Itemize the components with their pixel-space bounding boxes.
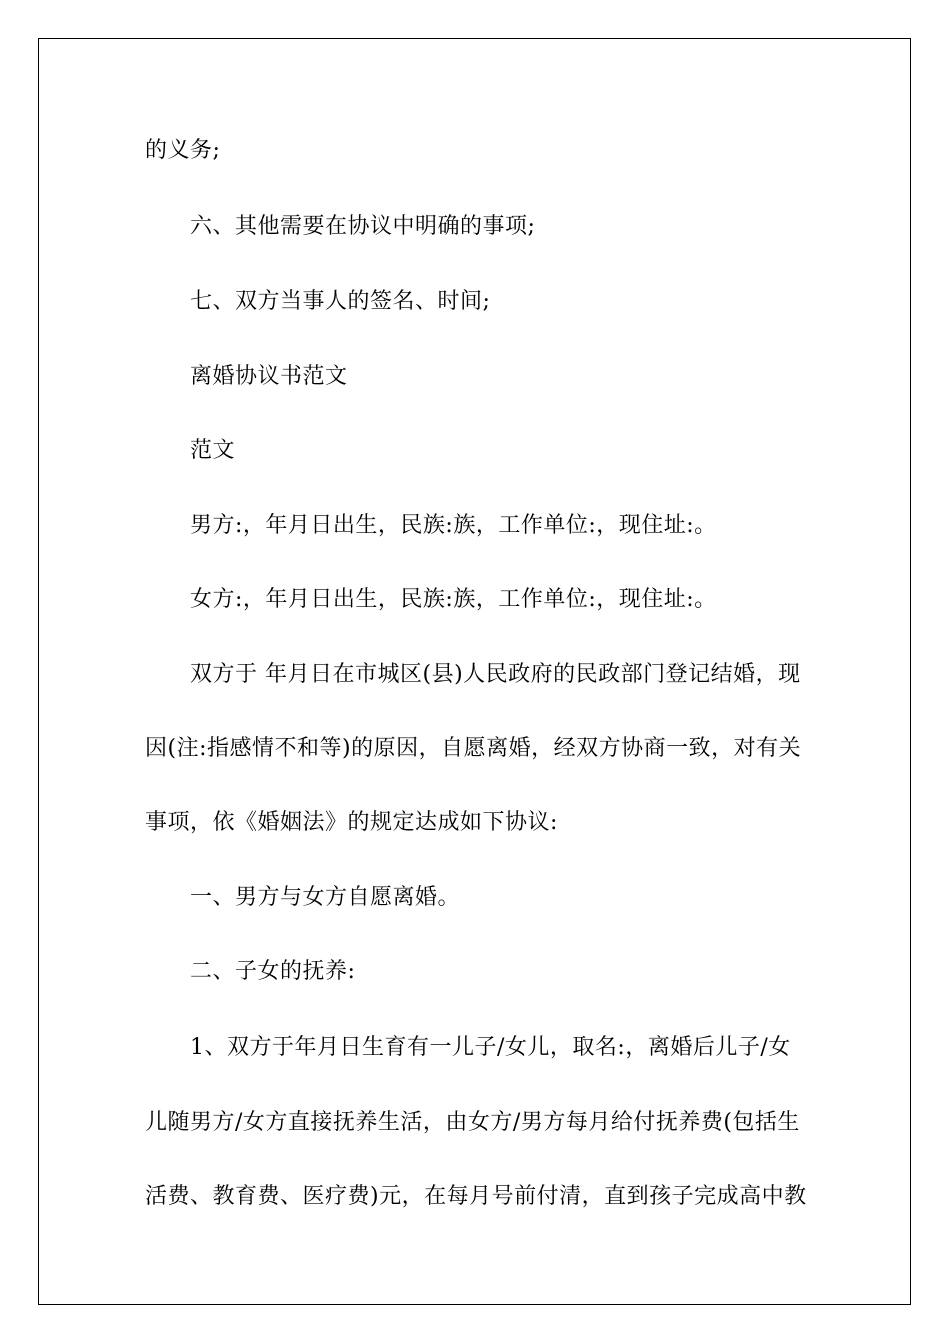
text-line-child-2: 儿随男方/女方直接抚养生活，由女方/男方每月给付抚养费(包括生 [145, 1110, 800, 1135]
text-line-male-party: 男方:，年月日出生，民族:族，工作单位:，现住址:。 [190, 513, 717, 538]
text-line-item-seven: 七、双方当事人的签名、时间; [190, 289, 491, 314]
text-line-item-six: 六、其他需要在协议中明确的事项; [190, 214, 536, 239]
section-heading: 离婚协议书范文 [190, 364, 348, 389]
sample-label: 范文 [190, 438, 236, 463]
text-line-obligation: 的义务; [145, 138, 221, 163]
text-line-child-1: 1、双方于年月日生育有一儿子/女儿，取名:，离婚后儿子/女 [190, 1035, 791, 1060]
text-line-marriage-registration: 双方于 年月日在市城区(县)人民政府的民政部门登记结婚，现 [190, 662, 801, 687]
text-line-reason: 因(注:指感情不和等)的原因，自愿离婚，经双方协商一致，对有关 [145, 736, 802, 761]
text-line-child-3: 活费、教育费、医疗费)元，在每月号前付清，直到孩子完成高中教 [145, 1184, 807, 1209]
text-line-agreement-intro: 事项，依《婚姻法》的规定达成如下协议: [145, 810, 558, 835]
text-line-female-party: 女方:，年月日出生，民族:族，工作单位:，现住址:。 [190, 587, 717, 612]
text-line-clause-one: 一、男方与女方自愿离婚。 [190, 885, 461, 910]
text-line-clause-two: 二、子女的抚养: [190, 959, 356, 984]
